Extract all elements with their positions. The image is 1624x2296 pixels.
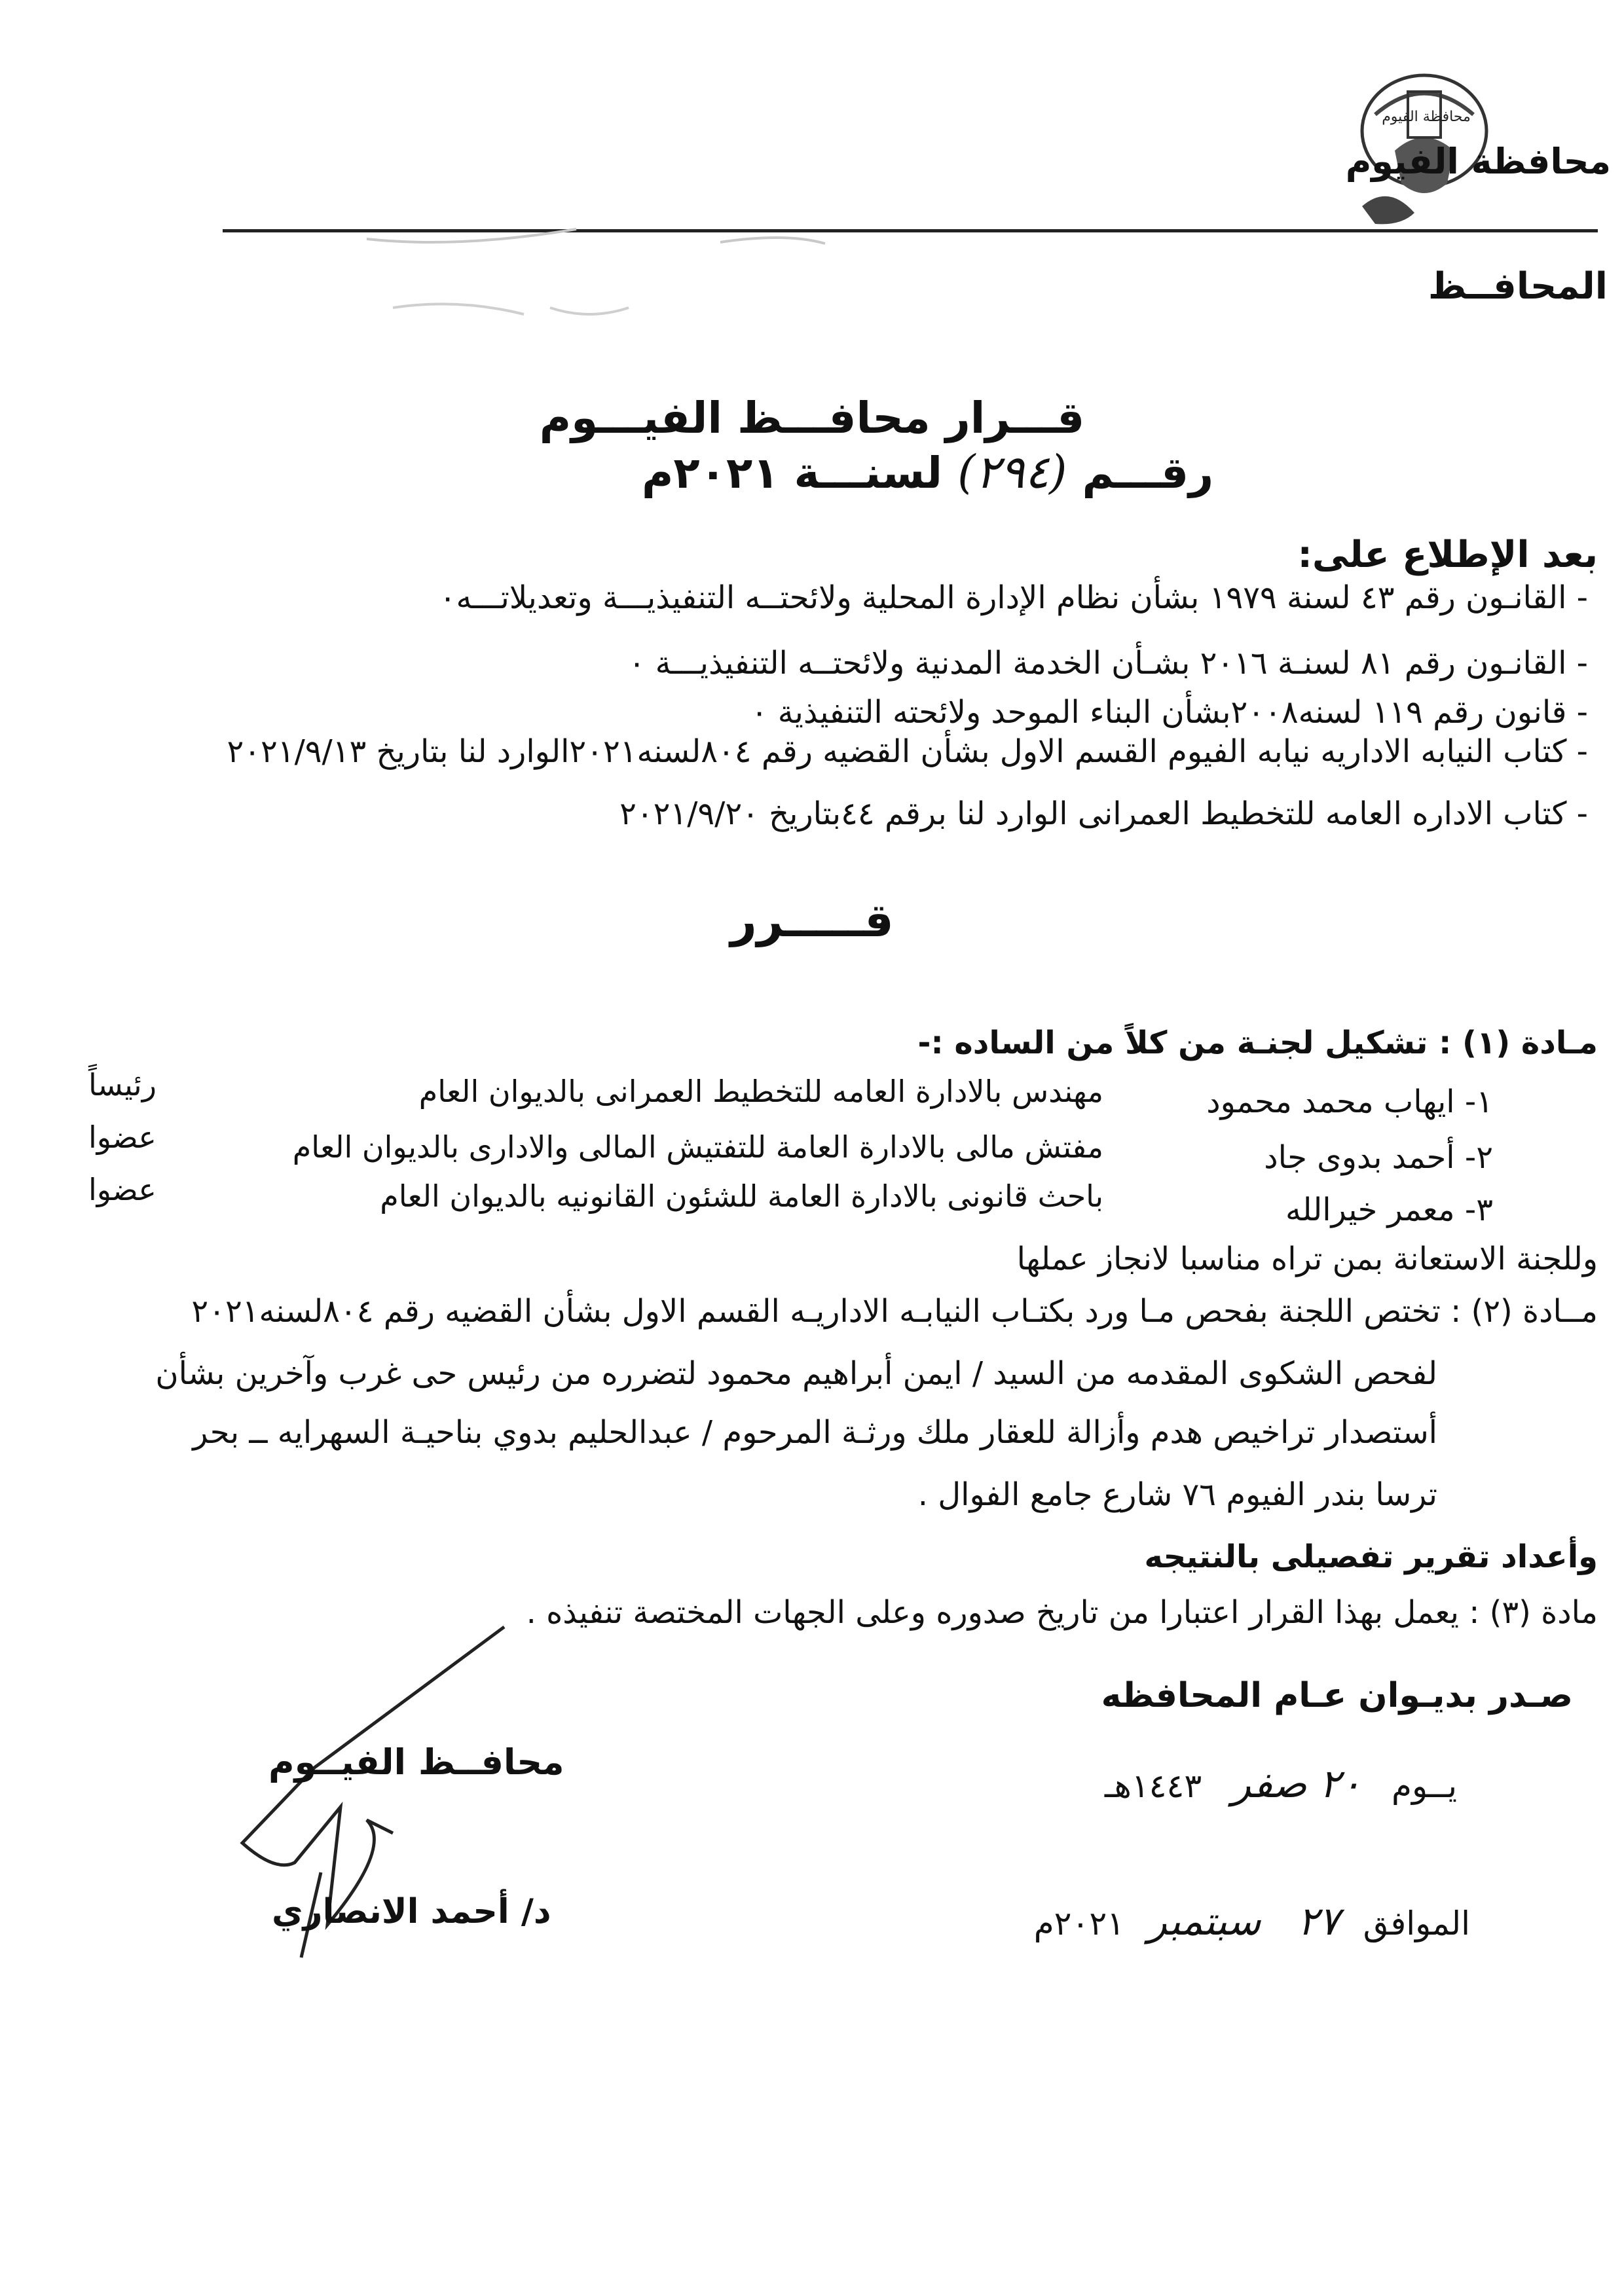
decree-year: لسنـــة ٢٠٢١م: [642, 448, 943, 498]
preamble-item: - قانون رقم ١١٩ لسنه٢٠٠٨بشأن البناء الموحد ولائحته التنفيذية ٠: [750, 694, 1588, 731]
decree-number: [642, 445, 1213, 499]
article2-line: ترسا بندر الفيوم ٧٦ شارع جامع الفوال .: [917, 1476, 1437, 1513]
member-role: عضوا: [88, 1120, 157, 1155]
member-role: رئيساً: [88, 1067, 157, 1102]
svg-text:محافظة الفيوم: محافظة الفيوم: [1382, 109, 1471, 125]
preamble-item: - القانـون رقم ٨١ لسنـة ٢٠١٦ بشـأن الخدمة المدنية ولائحتــه التنفيذيـــة ٠: [628, 645, 1588, 682]
handwritten-date-month: سبتمبر: [1147, 1899, 1261, 1944]
member-name: ١- ايهاب محمد محمود: [1206, 1084, 1493, 1120]
article2-first-line: مــادة (٢) : تختص اللجنة بفحص مـا ورد بكتـاب النيابـه الاداريـه القسم الاول بشأن القضيه رقم ٨٠٤لسنه٢٠٢١: [191, 1293, 1598, 1330]
governorate-name: محافظة الفيوم: [1345, 141, 1611, 182]
hijri-year: ١٤٤٣هـ: [1104, 1767, 1202, 1805]
member-name: ٢- أحمد بدوى جاد: [1264, 1139, 1493, 1176]
gregorian-year: ٢٠٢١م: [1033, 1904, 1125, 1942]
preamble-item: - كتاب النيابه الاداريه نيابه الفيوم القسم الاول بشأن القضيه رقم ٨٠٤لسنه٢٠٢١الوارد لنا بتاريخ ٢٠٢١/٩/١٣: [227, 733, 1588, 770]
decree-title: قـــرار محافـــظ الفيـــوم: [539, 393, 1085, 443]
handwritten-number: (٢٩٤): [957, 445, 1067, 499]
member-role: عضوا: [88, 1172, 157, 1207]
article2-report: وأعداد تقرير تفصيلى بالنتيجه: [1144, 1539, 1598, 1575]
handwritten-day: ٢٠ صفر: [1232, 1761, 1362, 1807]
member-job: باحث قانونى بالادارة العامة للشئون القانونيه بالديوان العام: [380, 1178, 1103, 1214]
date-label: الموافق: [1363, 1904, 1470, 1942]
handwritten-date-day: ٢٧: [1297, 1899, 1340, 1944]
number-prefix: رقـــم: [1082, 448, 1214, 498]
member-name: ٣- معمر خيرالله: [1285, 1192, 1493, 1228]
article3-text: مادة (٣) : يعمل بهذا القرار اعتبارا من تاريخ صدوره وعلى الجهات المختصة تنفيذه .: [526, 1594, 1598, 1631]
preamble-item: - كتاب الاداره العامه للتخطيط العمرانى الوارد لنا برقم ٤٤بتاريخ ٢٠٢١/٩/٢٠: [619, 795, 1588, 832]
article2-line: أستصدار تراخيص هدم وأزالة للعقار ملك ورثـة المرحوم / عبدالحليم بدوي بناحيـة السهرايه ــ بحر: [193, 1414, 1437, 1451]
day-label: يــوم: [1392, 1767, 1457, 1805]
article1-closing: وللجنة الاستعانة بمن تراه مناسبا لانجاز عملها: [1016, 1241, 1598, 1277]
hijri-date: [1105, 1761, 1457, 1807]
member-job: مهندس بالادارة العامه للتخطيط العمرانى بالديوان العام: [418, 1074, 1103, 1109]
signer-title: محافــظ الفيــوم: [268, 1741, 564, 1783]
preamble-item: - القانـون رقم ٤٣ لسنة ١٩٧٩ بشأن نظام الإدارة المحلية ولائحتــه التنفيذيـــة وتعديلاتـــه٠: [439, 579, 1588, 616]
signer-name: د/ أحمد الانصاري: [272, 1892, 551, 1931]
decision-heading: قـــــرر: [730, 894, 894, 947]
article2-line: لفحص الشكوى المقدمه من السيد / ايمن أبراهيم محمود لتضرره من رئيس حى غرب وآخرين بشأن: [155, 1355, 1437, 1392]
issued-at: صـدر بديـوان عـام المحافظه: [1101, 1676, 1573, 1715]
preamble-heading: بعد الإطلاع على:: [1297, 534, 1598, 576]
member-job: مفتش مالى بالادارة العامة للتفتيش المالى والادارى بالديوان العام: [292, 1129, 1103, 1165]
article1-heading: مـادة (١) : تشكيل لجنـة من كلاً من الساده :-: [917, 1025, 1598, 1061]
gregorian-date: [1034, 1899, 1470, 1944]
office-label: المحافــظ: [1428, 265, 1608, 308]
